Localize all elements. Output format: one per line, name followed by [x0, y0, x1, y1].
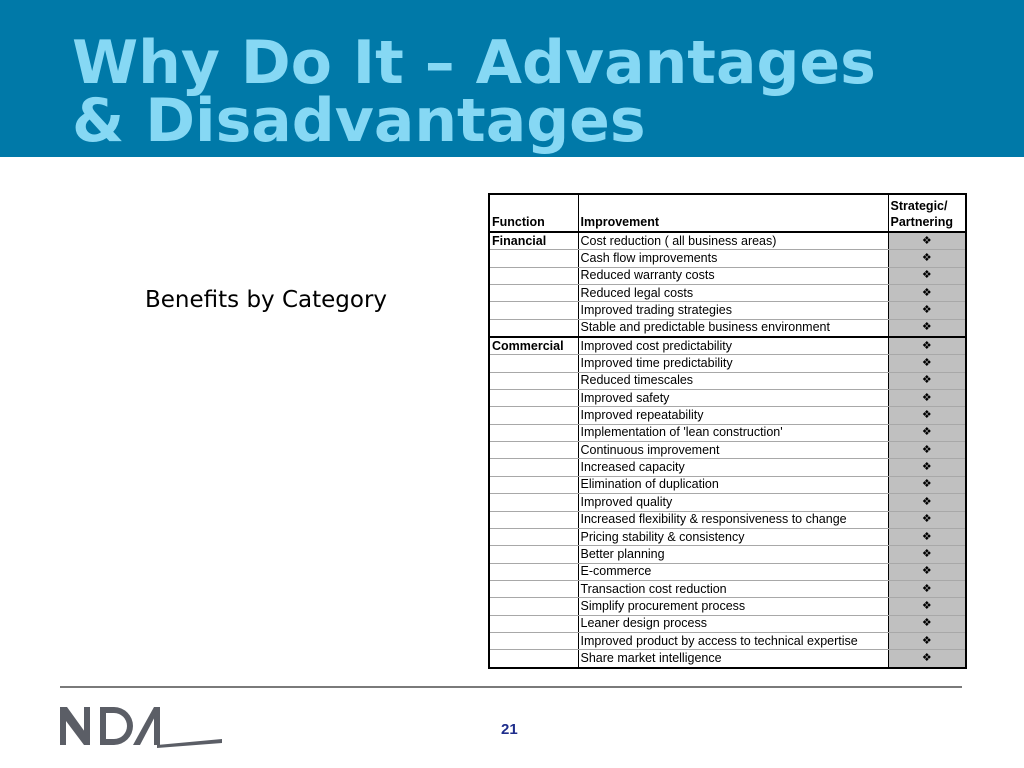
table-row: [489, 476, 966, 493]
function-cell: [489, 424, 578, 441]
table-row: [489, 424, 966, 441]
strategic-mark-icon: ❖: [888, 267, 966, 284]
improvement-cell: Increased capacity: [578, 459, 888, 476]
table-row: [489, 355, 966, 372]
improvement-cell: E-commerce: [578, 563, 888, 580]
improvement-cell: Cost reduction ( all business areas): [578, 232, 888, 250]
strategic-mark-icon: ❖: [888, 563, 966, 580]
strategic-mark-icon: ❖: [888, 302, 966, 319]
footer-divider: [60, 686, 962, 688]
strategic-mark-icon: ❖: [888, 319, 966, 337]
table-row: [489, 372, 966, 389]
function-cell: [489, 407, 578, 424]
function-cell: Financial: [489, 232, 578, 250]
function-cell: [489, 250, 578, 267]
improvement-cell: Improved trading strategies: [578, 302, 888, 319]
nda-logo: [58, 703, 224, 749]
function-cell: [489, 494, 578, 511]
function-cell: [489, 476, 578, 493]
function-cell: [489, 319, 578, 337]
function-cell: [489, 372, 578, 389]
table-row: [489, 337, 966, 355]
function-cell: [489, 302, 578, 319]
header-partnering: Partnering: [890, 215, 954, 229]
table-row: [489, 285, 966, 302]
strategic-mark-icon: ❖: [888, 424, 966, 441]
table-row: [489, 615, 966, 632]
improvement-cell: Increased flexibility & responsiveness to change: [578, 511, 888, 528]
slide-title-line-2: & Disadvantages: [72, 86, 646, 156]
improvement-cell: Improved safety: [578, 390, 888, 407]
slide-title: [72, 28, 876, 156]
table-row: [489, 511, 966, 528]
strategic-mark-icon: ❖: [888, 372, 966, 389]
improvement-cell: Improved cost predictability: [578, 337, 888, 355]
table-row: [489, 232, 966, 250]
strategic-mark-icon: ❖: [888, 390, 966, 407]
header-function: Function: [489, 194, 578, 232]
strategic-mark-icon: ❖: [888, 337, 966, 355]
strategic-mark-icon: ❖: [888, 407, 966, 424]
improvement-cell: Implementation of 'lean construction': [578, 424, 888, 441]
improvement-cell: Improved repeatability: [578, 407, 888, 424]
table-row: [489, 407, 966, 424]
improvement-cell: Continuous improvement: [578, 442, 888, 459]
function-cell: [489, 267, 578, 284]
function-cell: [489, 355, 578, 372]
improvement-cell: Share market intelligence: [578, 650, 888, 668]
table-row: [489, 580, 966, 597]
strategic-mark-icon: ❖: [888, 598, 966, 615]
header-improvement: Improvement: [578, 194, 888, 232]
function-cell: [489, 563, 578, 580]
table-row: [489, 442, 966, 459]
function-cell: [489, 650, 578, 668]
function-cell: [489, 632, 578, 649]
slide-title-line-1: Why Do It – Advantages: [72, 28, 876, 98]
header-strategic-partnering: [888, 194, 966, 232]
improvement-cell: Simplify procurement process: [578, 598, 888, 615]
strategic-mark-icon: ❖: [888, 250, 966, 267]
improvement-cell: Leaner design process: [578, 615, 888, 632]
function-cell: Commercial: [489, 337, 578, 355]
strategic-mark-icon: ❖: [888, 355, 966, 372]
improvement-cell: Elimination of duplication: [578, 476, 888, 493]
strategic-mark-icon: ❖: [888, 528, 966, 545]
function-cell: [489, 285, 578, 302]
improvement-cell: Reduced timescales: [578, 372, 888, 389]
strategic-mark-icon: ❖: [888, 650, 966, 668]
strategic-mark-icon: ❖: [888, 285, 966, 302]
strategic-mark-icon: ❖: [888, 459, 966, 476]
header-strategic: Strategic/: [890, 199, 948, 213]
strategic-mark-icon: ❖: [888, 232, 966, 250]
function-cell: [489, 598, 578, 615]
strategic-mark-icon: ❖: [888, 615, 966, 632]
table-row: [489, 563, 966, 580]
table-row: [489, 390, 966, 407]
improvement-cell: Pricing stability & consistency: [578, 528, 888, 545]
page-number: 21: [501, 721, 518, 738]
benefits-table: [488, 193, 967, 669]
table-row: [489, 250, 966, 267]
table-row: [489, 319, 966, 337]
table-row: [489, 598, 966, 615]
table-row: [489, 650, 966, 668]
function-cell: [489, 528, 578, 545]
benefits-subtitle: Benefits by Category: [145, 287, 388, 313]
function-cell: [489, 459, 578, 476]
strategic-mark-icon: ❖: [888, 511, 966, 528]
improvement-cell: Stable and predictable business environment: [578, 319, 888, 337]
function-cell: [489, 442, 578, 459]
improvement-cell: Improved quality: [578, 494, 888, 511]
function-cell: [489, 615, 578, 632]
table-row: [489, 302, 966, 319]
table-row: [489, 632, 966, 649]
improvement-cell: Improved time predictability: [578, 355, 888, 372]
improvement-cell: Transaction cost reduction: [578, 580, 888, 597]
table-row: [489, 494, 966, 511]
improvement-cell: Reduced warranty costs: [578, 267, 888, 284]
strategic-mark-icon: ❖: [888, 494, 966, 511]
table-header-row: [489, 194, 966, 232]
function-cell: [489, 511, 578, 528]
table-row: [489, 546, 966, 563]
table-row: [489, 459, 966, 476]
improvement-cell: Reduced legal costs: [578, 285, 888, 302]
strategic-mark-icon: ❖: [888, 632, 966, 649]
function-cell: [489, 390, 578, 407]
function-cell: [489, 546, 578, 563]
table-body: [489, 232, 966, 668]
improvement-cell: Cash flow improvements: [578, 250, 888, 267]
table-row: [489, 528, 966, 545]
strategic-mark-icon: ❖: [888, 442, 966, 459]
strategic-mark-icon: ❖: [888, 476, 966, 493]
table-row: [489, 267, 966, 284]
improvement-cell: Better planning: [578, 546, 888, 563]
strategic-mark-icon: ❖: [888, 580, 966, 597]
strategic-mark-icon: ❖: [888, 546, 966, 563]
improvement-cell: Improved product by access to technical expertise: [578, 632, 888, 649]
function-cell: [489, 580, 578, 597]
